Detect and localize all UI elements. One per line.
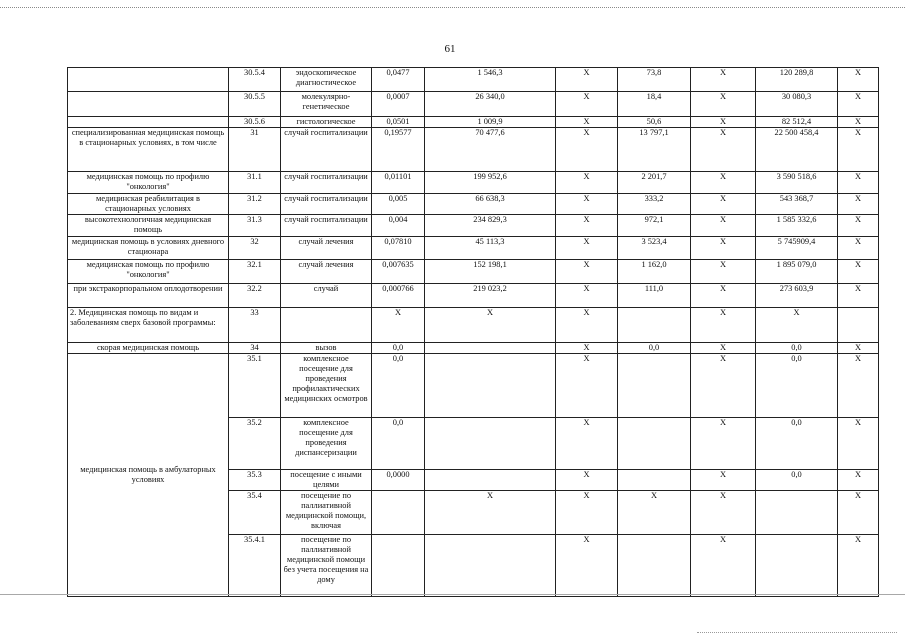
section-label: медицинская помощь в амбулаторных условиях: [68, 354, 229, 597]
column-8: Х: [691, 354, 756, 418]
unit-of-measure: комплексное посещение для проведения профилактических медицинских осмотров: [281, 354, 372, 418]
column-7: [618, 308, 691, 343]
table-row: [68, 354, 879, 418]
section-label: скорая медицинская помощь: [68, 343, 229, 354]
column-10: Х: [838, 92, 879, 117]
column-6: Х: [556, 237, 618, 260]
column-9: [756, 535, 838, 597]
section-label: медицинская помощь в условиях дневного стационара: [68, 237, 229, 260]
section-label: 2. Медицинская помощь по видам и заболеваниям сверх базовой программы:: [68, 308, 229, 343]
column-9: 1 585 332,6: [756, 215, 838, 237]
table-row: [68, 194, 879, 215]
row-code: 33: [229, 308, 281, 343]
unit-of-measure: [281, 308, 372, 343]
column-9: 82 512,4: [756, 117, 838, 128]
column-7: [618, 470, 691, 491]
column-9: 3 590 518,6: [756, 172, 838, 194]
column-10: Х: [838, 260, 879, 284]
norm-value: 0,0: [372, 343, 425, 354]
column-6: Х: [556, 491, 618, 535]
norm-value: 0,0: [372, 418, 425, 470]
row-code: 34: [229, 343, 281, 354]
column-10: Х: [838, 491, 879, 535]
unit-cost: 199 952,6: [425, 172, 556, 194]
row-code: 31: [229, 128, 281, 172]
financing-table: [67, 67, 879, 597]
row-code: 35.4: [229, 491, 281, 535]
unit-cost: [425, 354, 556, 418]
column-8: Х: [691, 308, 756, 343]
unit-cost: 1 009,9: [425, 117, 556, 128]
row-code: 32.1: [229, 260, 281, 284]
column-7: 13 797,1: [618, 128, 691, 172]
unit-of-measure: эндоскопическое диагностическое: [281, 68, 372, 92]
row-code: 35.4.1: [229, 535, 281, 597]
unit-of-measure: случай лечения: [281, 237, 372, 260]
section-label: медицинская помощь по профилю "онкология": [68, 260, 229, 284]
column-6: Х: [556, 194, 618, 215]
table-row: [68, 284, 879, 308]
column-10: Х: [838, 68, 879, 92]
section-label: [68, 117, 229, 128]
norm-value: 0,005: [372, 194, 425, 215]
unit-of-measure: случай госпитализации: [281, 194, 372, 215]
column-9: 0,0: [756, 343, 838, 354]
unit-cost: 26 340,0: [425, 92, 556, 117]
column-8: Х: [691, 68, 756, 92]
unit-of-measure: случай лечения: [281, 260, 372, 284]
norm-value: 0,19577: [372, 128, 425, 172]
unit-of-measure: посещение по паллиативной медицинской помощи без учета посещения на дому: [281, 535, 372, 597]
unit-cost: 70 477,6: [425, 128, 556, 172]
column-8: Х: [691, 284, 756, 308]
column-9: 120 289,8: [756, 68, 838, 92]
column-6: Х: [556, 260, 618, 284]
section-label: высокотехнологичная медицинская помощь: [68, 215, 229, 237]
section-label: при экстракорпоральном оплодотворении: [68, 284, 229, 308]
section-label: специализированная медицинская помощь в стационарных условиях, в том числе: [68, 128, 229, 172]
column-9: Х: [756, 308, 838, 343]
column-9: 0,0: [756, 354, 838, 418]
unit-of-measure: случай госпитализации: [281, 172, 372, 194]
column-10: Х: [838, 172, 879, 194]
unit-of-measure: случай госпитализации: [281, 128, 372, 172]
row-code: 35.2: [229, 418, 281, 470]
unit-cost: 219 023,2: [425, 284, 556, 308]
column-7: 50,6: [618, 117, 691, 128]
column-10: Х: [838, 284, 879, 308]
norm-value: 0,007635: [372, 260, 425, 284]
column-9: 543 368,7: [756, 194, 838, 215]
unit-of-measure: случай: [281, 284, 372, 308]
column-10: Х: [838, 470, 879, 491]
column-7: 333,2: [618, 194, 691, 215]
row-code: 30.5.6: [229, 117, 281, 128]
section-label: медицинская помощь по профилю "онкология": [68, 172, 229, 194]
column-6: Х: [556, 418, 618, 470]
norm-value: 0,000766: [372, 284, 425, 308]
norm-value: 0,0007: [372, 92, 425, 117]
unit-of-measure: комплексное посещение для проведения диспансеризации: [281, 418, 372, 470]
unit-cost: [425, 343, 556, 354]
unit-cost: [425, 418, 556, 470]
table-row: [68, 92, 879, 117]
table-row: [68, 343, 879, 354]
column-8: Х: [691, 215, 756, 237]
unit-of-measure: вызов: [281, 343, 372, 354]
row-code: 32.2: [229, 284, 281, 308]
column-10: Х: [838, 535, 879, 597]
column-6: Х: [556, 128, 618, 172]
unit-cost: 45 113,3: [425, 237, 556, 260]
column-6: Х: [556, 470, 618, 491]
norm-value: 0,0477: [372, 68, 425, 92]
row-code: 32: [229, 237, 281, 260]
column-8: Х: [691, 470, 756, 491]
column-9: 273 603,9: [756, 284, 838, 308]
column-10: Х: [838, 237, 879, 260]
column-8: Х: [691, 194, 756, 215]
scan-corner-mark: [697, 632, 897, 633]
column-7: [618, 418, 691, 470]
column-9: 0,0: [756, 418, 838, 470]
row-code: 30.5.4: [229, 68, 281, 92]
row-code: 35.1: [229, 354, 281, 418]
unit-cost: [425, 470, 556, 491]
column-8: Х: [691, 260, 756, 284]
norm-value: 0,004: [372, 215, 425, 237]
table-row: [68, 260, 879, 284]
column-8: Х: [691, 237, 756, 260]
column-10: Х: [838, 194, 879, 215]
norm-value: 0,01101: [372, 172, 425, 194]
section-label: [68, 92, 229, 117]
table-row: [68, 308, 879, 343]
unit-cost: 66 638,3: [425, 194, 556, 215]
column-7: 18,4: [618, 92, 691, 117]
scan-bottom-edge: [0, 594, 905, 595]
table-row: [68, 237, 879, 260]
column-10: Х: [838, 215, 879, 237]
column-7: [618, 535, 691, 597]
norm-value: 0,0000: [372, 470, 425, 491]
column-6: Х: [556, 117, 618, 128]
unit-cost: Х: [425, 491, 556, 535]
column-7: 2 201,7: [618, 172, 691, 194]
column-7: 1 162,0: [618, 260, 691, 284]
column-6: Х: [556, 172, 618, 194]
column-9: 30 080,3: [756, 92, 838, 117]
column-8: Х: [691, 172, 756, 194]
row-code: 31.1: [229, 172, 281, 194]
unit-of-measure: гистологическое: [281, 117, 372, 128]
column-9: 0,0: [756, 470, 838, 491]
unit-cost: 152 198,1: [425, 260, 556, 284]
column-9: 5 745909,4: [756, 237, 838, 260]
column-6: Х: [556, 92, 618, 117]
section-label: медицинская реабилитация в стационарных условиях: [68, 194, 229, 215]
column-6: Х: [556, 354, 618, 418]
column-10: Х: [838, 117, 879, 128]
column-8: Х: [691, 117, 756, 128]
norm-value: 0,07810: [372, 237, 425, 260]
column-9: [756, 491, 838, 535]
column-7: 111,0: [618, 284, 691, 308]
column-7: [618, 354, 691, 418]
row-code: 30.5.5: [229, 92, 281, 117]
row-code: 35.3: [229, 470, 281, 491]
column-9: 1 895 079,0: [756, 260, 838, 284]
unit-of-measure: посещение с иными целями: [281, 470, 372, 491]
column-10: Х: [838, 128, 879, 172]
column-7: 73,8: [618, 68, 691, 92]
unit-of-measure: случай госпитализации: [281, 215, 372, 237]
page-number: 61: [444, 43, 456, 55]
column-6: Х: [556, 343, 618, 354]
column-8: Х: [691, 535, 756, 597]
unit-of-measure: посещение по паллиативной медицинской помощи, включая: [281, 491, 372, 535]
table-row: [68, 117, 879, 128]
unit-cost: Х: [425, 308, 556, 343]
norm-value: [372, 491, 425, 535]
column-10: [838, 308, 879, 343]
column-10: Х: [838, 354, 879, 418]
table-row: [68, 128, 879, 172]
column-6: Х: [556, 284, 618, 308]
column-8: Х: [691, 128, 756, 172]
norm-value: 0,0501: [372, 117, 425, 128]
column-10: Х: [838, 343, 879, 354]
column-7: 3 523,4: [618, 237, 691, 260]
column-8: Х: [691, 418, 756, 470]
unit-of-measure: молекулярно-генетическое: [281, 92, 372, 117]
unit-cost: 1 546,3: [425, 68, 556, 92]
unit-cost: [425, 535, 556, 597]
table-body: [68, 68, 879, 597]
column-6: Х: [556, 215, 618, 237]
column-9: 22 500 458,4: [756, 128, 838, 172]
column-8: Х: [691, 491, 756, 535]
table-row: [68, 172, 879, 194]
section-label: [68, 68, 229, 92]
scan-top-edge: [0, 7, 905, 8]
unit-cost: 234 829,3: [425, 215, 556, 237]
norm-value: [372, 535, 425, 597]
table-row: [68, 215, 879, 237]
row-code: 31.2: [229, 194, 281, 215]
column-6: Х: [556, 308, 618, 343]
table-row: [68, 68, 879, 92]
column-7: Х: [618, 491, 691, 535]
column-7: 972,1: [618, 215, 691, 237]
column-10: Х: [838, 418, 879, 470]
norm-value: Х: [372, 308, 425, 343]
norm-value: 0,0: [372, 354, 425, 418]
column-8: Х: [691, 343, 756, 354]
column-6: Х: [556, 535, 618, 597]
column-6: Х: [556, 68, 618, 92]
row-code: 31.3: [229, 215, 281, 237]
column-8: Х: [691, 92, 756, 117]
column-7: 0,0: [618, 343, 691, 354]
